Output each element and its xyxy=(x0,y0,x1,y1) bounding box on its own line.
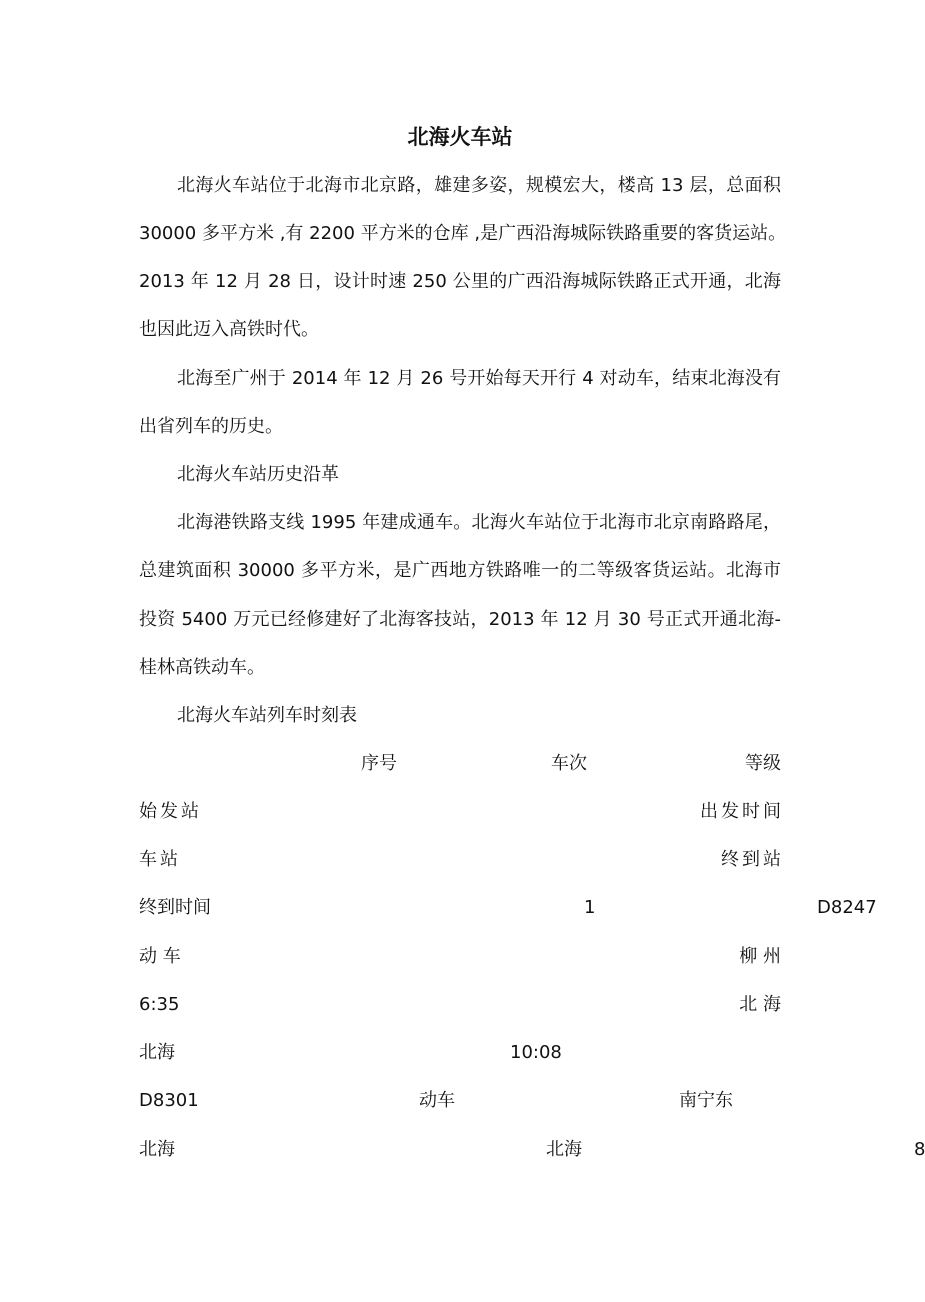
row1-seq: 1 xyxy=(584,897,596,918)
row2-terminal: 北海 xyxy=(546,1139,582,1160)
row1-depart-time: 6:35 xyxy=(139,994,180,1015)
header-origin: 始发站 xyxy=(139,801,202,822)
intro-line-1: 北海火车站位于北海市北京路，雄建多姿，规模宏大，楼高 13 层，总面积 xyxy=(177,175,781,196)
row2-station: 北海 xyxy=(139,1139,175,1160)
row2-train-no: D8301 xyxy=(139,1090,199,1111)
row1-arrive-time: 10:08 xyxy=(510,1042,562,1063)
intro-line-2: 30000 多平方米 ,有 2200 平方米的仓库 ,是广西沿海城际铁路重要的客货运站。 xyxy=(139,223,787,244)
header-station: 车站 xyxy=(139,849,181,870)
header-grade: 等级 xyxy=(745,753,781,774)
history-heading: 北海火车站历史沿革 xyxy=(177,464,339,485)
intro-line-3: 2013 年 12 月 28 日，设计时速 250 公里的广西沿海城际铁路正式开通，北海 xyxy=(139,271,781,292)
guangzhou-line-1: 北海至广州于 2014 年 12 月 26 号开始每天开行 4 对动车，结束北海没有 xyxy=(177,368,781,389)
row2-grade: 动车 xyxy=(419,1090,455,1111)
timetable-heading: 北海火车站列车时刻表 xyxy=(177,705,357,726)
history-line-3: 投资 5400 万元已经修建好了北海客技站，2013 年 12 月 30 号正式开通北海- xyxy=(139,609,781,630)
row1-station: 北 海 xyxy=(739,994,781,1015)
intro-line-4: 也因此迈入高铁时代。 xyxy=(139,319,319,340)
row1-train-no: D8247 xyxy=(817,897,877,918)
overflow-fragment: 8 xyxy=(914,1139,925,1160)
row1-grade: 动 车 xyxy=(139,946,181,967)
history-line-4: 桂林高铁动车。 xyxy=(139,657,265,678)
header-train-no: 车次 xyxy=(551,753,587,774)
header-terminal: 终到站 xyxy=(721,849,784,870)
guangzhou-line-2: 出省列车的历史。 xyxy=(139,416,283,437)
header-depart-time: 出发时间 xyxy=(700,801,784,822)
row2-origin: 南宁东 xyxy=(679,1090,733,1111)
row1-terminal: 北海 xyxy=(139,1042,175,1063)
header-seq: 序号 xyxy=(361,753,397,774)
history-line-1: 北海港铁路支线 1995 年建成通车。北海火车站位于北海市北京南路路尾， xyxy=(177,512,781,533)
row1-origin: 柳 州 xyxy=(739,946,781,967)
page-title: 北海火车站 xyxy=(407,125,513,149)
history-line-2: 总建筑面积 30000 多平方米，是广西地方铁路唯一的二等级客货运站。北海市 xyxy=(139,560,781,581)
header-arrive-time: 终到时间 xyxy=(139,897,211,918)
